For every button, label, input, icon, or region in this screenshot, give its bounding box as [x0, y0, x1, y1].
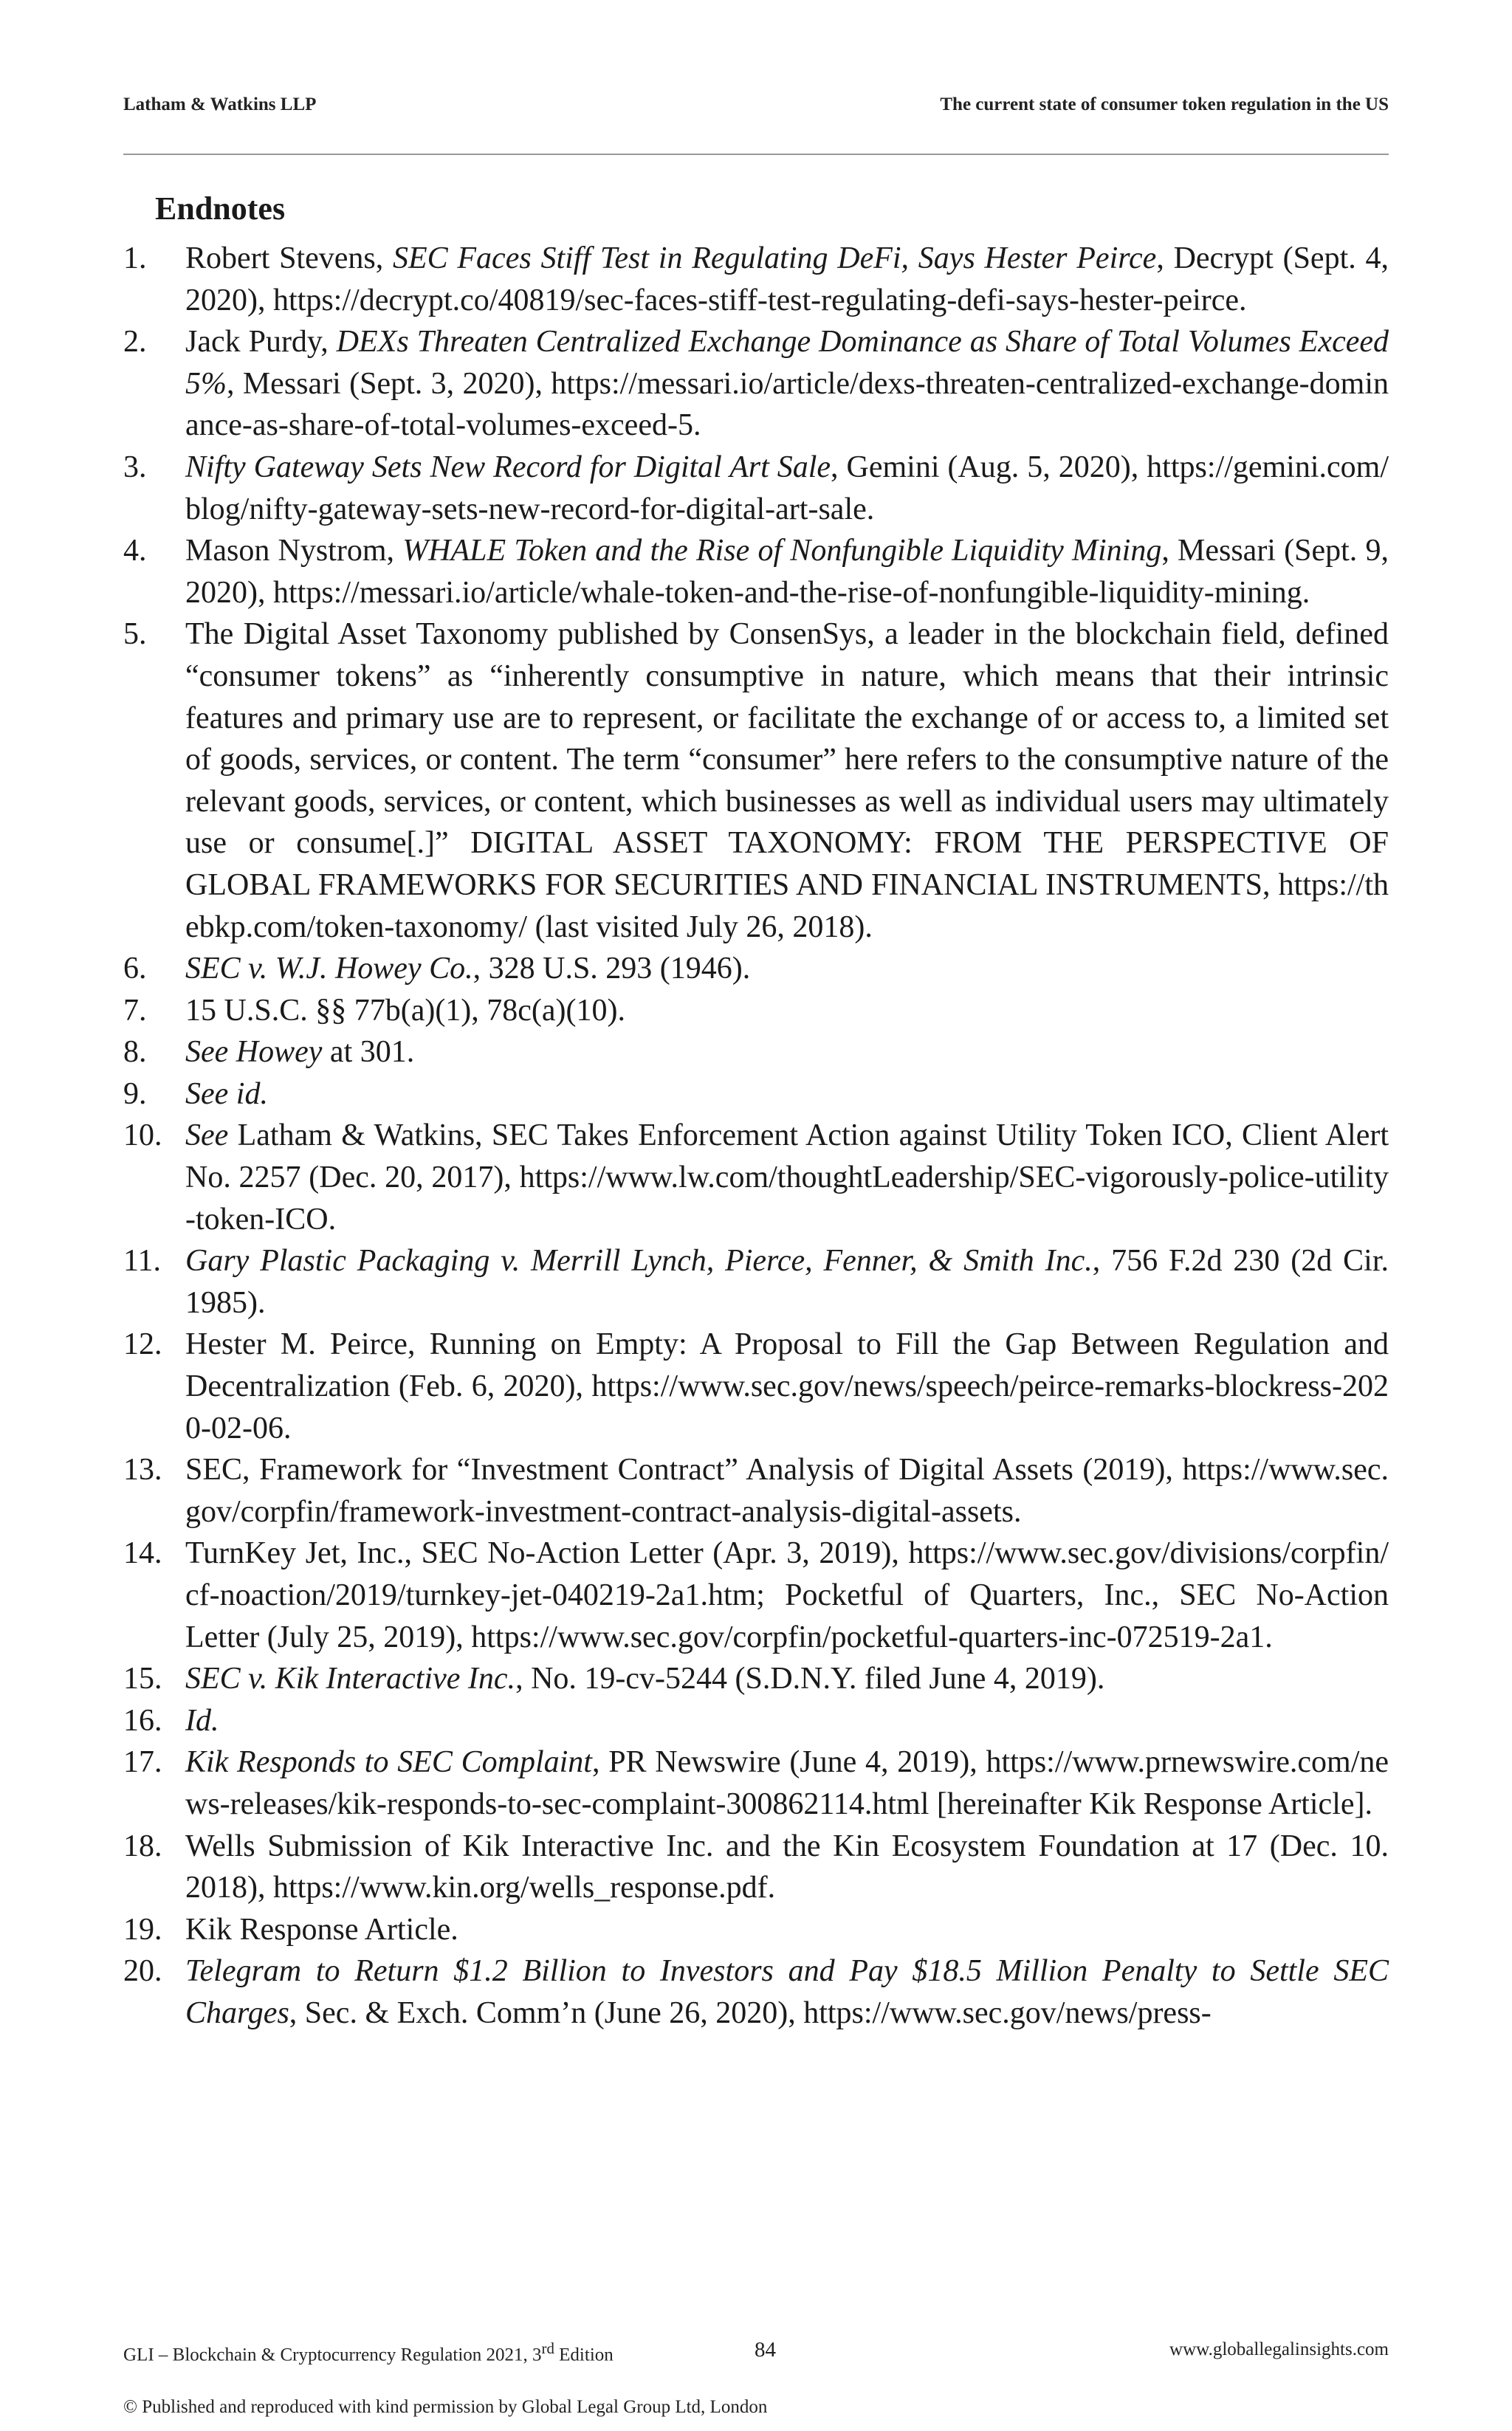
- endnote-item: [123, 1533, 1389, 1658]
- endnotes-heading: Endnotes: [155, 190, 286, 227]
- footer-edition-suffix: rd: [541, 2339, 554, 2357]
- endnote-url-link[interactable]: https://www.sec.gov/corpfin/framework-investment-contract-analysis-digital-assets: [185, 1453, 1389, 1529]
- endnote-item: [123, 1909, 1389, 1951]
- endnote-citation-title: Telegram to Return $1.2 Billion to Investors and Pay $18.5 Million Penalty to Settle SEC Charges: [185, 1954, 1389, 2030]
- endnote-number: 4 .: [123, 530, 147, 572]
- endnote-number: 20 .: [123, 1950, 162, 1992]
- endnote-item: [123, 1950, 1389, 2034]
- endnote-number: 13 .: [123, 1449, 162, 1491]
- endnote-item: [123, 530, 1389, 613]
- endnote-text: ; Pocketful of Quarters, Inc., SEC No-Action Letter (July 25, 2019), https://www.sec.gov/corpfin/pocketful-quarters-inc-072519-2a1.: [185, 1578, 1389, 1654]
- endnote-item: [123, 1073, 1389, 1115]
- endnote-citation-title: Nifty Gateway Sets New Record for Digital Art Sale: [185, 450, 831, 484]
- endnote-number: 18 .: [123, 1826, 162, 1868]
- endnote-item: [123, 321, 1389, 447]
- endnote-text: Mason Nystrom,: [185, 534, 403, 568]
- endnote-text: [hereinafter Kik Response Article].: [929, 1787, 1372, 1821]
- endnote-number: 17 .: [123, 1741, 162, 1784]
- footer-publication: [123, 2339, 614, 2365]
- endnote-url-link[interactable]: https://www.sec.gov/divisions/corpfin/cf-noaction/2019/turnkey-jet-040219-2a1.htm: [185, 1536, 1389, 1612]
- endnote-text: , 756 F.2d 230 (2d Cir. 1985).: [185, 1244, 1389, 1320]
- copyright-notice: © Published and reproduced with kind permission by Global Legal Group Ltd, London: [123, 2397, 768, 2417]
- header-divider: [123, 154, 1389, 155]
- endnote-text: at 301.: [322, 1035, 415, 1070]
- endnote-text: , Gemini (Aug. 5, 2020),: [831, 450, 1147, 484]
- endnote-item: [123, 1449, 1389, 1533]
- endnote-citation-title: SEC Faces Stiff Test in Regulating DeFi, Says Hester Peirce: [392, 241, 1157, 275]
- endnote-url-link[interactable]: https://thebkp.com/token-taxonomy/: [185, 867, 1389, 944]
- endnote-text: Kik Response Article.: [185, 1912, 458, 1947]
- endnote-item: [123, 1826, 1389, 1909]
- endnote-item: [123, 1741, 1389, 1825]
- endnote-text: , Sec. & Exch. Comm’n (June 26, 2020),: [289, 1995, 804, 2030]
- endnote-url-link[interactable]: https://www.kin.org/wells_response.pdf: [273, 1871, 768, 1905]
- endnote-text: Latham & Watkins, SEC Takes Enforcement Action against Utility Token ICO, Client Alert No. 2257 (Dec. 20, 2017),: [185, 1118, 1389, 1195]
- endnote-citation-title: See: [185, 1118, 229, 1153]
- endnote-citation-title: See Howey: [185, 1035, 323, 1070]
- endnote-number: 12 .: [123, 1324, 162, 1366]
- endnote-number: 11 .: [123, 1240, 161, 1282]
- endnote-number: 3 .: [123, 447, 147, 489]
- endnote-text: Robert Stevens,: [185, 241, 393, 275]
- endnote-url-link[interactable]: https://messari.io/article/dexs-threaten-centralized-exchange-dominance-as-share-of-total-volumes-exceed-5: [185, 366, 1389, 443]
- endnote-item: [123, 238, 1389, 321]
- endnote-text: Wells Submission of Kik Interactive Inc. and the Kin Ecosystem Foundation at 17 (Dec. 10. 2018),: [185, 1829, 1389, 1905]
- endnote-url-link[interactable]: https://www.sec.gov/news/press-: [803, 1995, 1212, 2030]
- endnote-text: 15 U.S.C. §§ 77b(a)(1), 78c(a)(10).: [185, 993, 626, 1028]
- endnote-citation-title: DEXs Threaten Centralized Exchange Dominance as Share of Total Volumes Exceed 5%: [185, 325, 1389, 401]
- endnote-text: .: [1013, 1494, 1022, 1529]
- endnote-number: 2 .: [123, 321, 147, 363]
- endnote-text: (last visited July 26, 2018).: [527, 910, 873, 944]
- endnote-url-link[interactable]: https://decrypt.co/40819/sec-faces-stiff-test-regulating-defi-says-hester-peirce: [273, 283, 1240, 317]
- running-header: [123, 94, 1389, 115]
- endnote-url-link[interactable]: https://www.lw.com/thoughtLeadership/SEC-vigorously-police-utility-token-ICO: [185, 1161, 1389, 1237]
- endnote-url-link[interactable]: https://www.sec.gov/news/speech/peirce-remarks-blockress-2020-02-06: [185, 1369, 1389, 1445]
- endnote-item: [123, 1115, 1389, 1240]
- endnote-citation-title: SEC v. W.J. Howey Co.: [185, 952, 473, 986]
- endnote-text: , PR Newswire (June 4, 2019),: [591, 1745, 986, 1780]
- page-number: 84: [755, 2338, 776, 2362]
- endnote-number: 15 .: [123, 1658, 162, 1700]
- endnote-item: [123, 1700, 1389, 1742]
- endnote-text: .: [328, 1202, 337, 1237]
- endnote-text: Jack Purdy,: [185, 325, 337, 360]
- endnote-text: , No. 19-cv-5244 (S.D.N.Y. filed June 4, 2019).: [515, 1662, 1105, 1696]
- endnote-number: 7 .: [123, 990, 147, 1032]
- endnote-text: The Digital Asset Taxonomy published by ConsenSys, a leader in the blockchain field, defined “consumer tokens” as “inherently consumptive in nature, which means that their intrinsic features and primary use are to represent, or facilitate the exchange of or access to, a limited set of goods, services, or content. The term “consumer” here refers to the consumptive nature of the relevant goods, services, or content, which businesses as well as individual users may ultimately use or consume[.]” DIGITAL ASSET TAXONOMY: FROM THE PERSPECTIVE OF GLOBAL FRAMEWORKS FOR SECURITIES AND FINANCIAL INSTRUMENTS,: [185, 617, 1389, 902]
- endnote-item: [123, 447, 1389, 530]
- footer-edition-word: Edition: [554, 2345, 614, 2365]
- endnote-text: .: [866, 492, 875, 526]
- endnote-item: [123, 1031, 1389, 1073]
- endnote-text: , Messari (Sept. 3, 2020),: [227, 366, 551, 401]
- footer-publication-title: GLI – Blockchain & Cryptocurrency Regulation 2021, 3: [123, 2345, 542, 2365]
- endnote-text: .: [1239, 283, 1247, 317]
- header-chapter-title: The current state of consumer token regulation in the US: [940, 94, 1389, 114]
- endnote-item: [123, 990, 1389, 1032]
- endnote-text: .: [283, 1411, 292, 1445]
- endnote-number: 10 .: [123, 1115, 162, 1157]
- endnote-number: 1 .: [123, 238, 147, 280]
- endnote-text: Hester M. Peirce, Running on Empty: A Proposal to Fill the Gap Between Regulation and Decentralization (Feb. 6, 2020),: [185, 1327, 1389, 1404]
- endnote-item: [123, 613, 1389, 948]
- endnote-item: [123, 1324, 1389, 1449]
- endnote-text: , Decrypt (Sept. 4, 2020),: [185, 241, 1389, 317]
- footer-website[interactable]: www.globallegalinsights.com: [1169, 2339, 1389, 2359]
- endnote-number: 6 .: [123, 948, 147, 990]
- endnote-url-link[interactable]: https://www.prnewswire.com/news-releases/kik-responds-to-sec-complaint-300862114.html: [185, 1745, 1389, 1821]
- endnote-number: 8 .: [123, 1031, 147, 1073]
- endnote-citation-title: See id.: [185, 1076, 268, 1111]
- endnote-item: [123, 1658, 1389, 1700]
- endnote-text: .: [1302, 575, 1310, 610]
- endnote-item: [123, 1240, 1389, 1324]
- endnote-text: TurnKey Jet, Inc., SEC No-Action Letter (Apr. 3, 2019),: [185, 1536, 909, 1571]
- endnotes-list: [123, 238, 1389, 2035]
- endnote-citation-title: Gary Plastic Packaging v. Merrill Lynch, Pierce, Fenner, & Smith Inc.: [185, 1244, 1093, 1279]
- endnote-url-link[interactable]: https://gemini.com/blog/nifty-gateway-sets-new-record-for-digital-art-sale: [185, 450, 1389, 526]
- header-firm: Latham & Watkins LLP: [123, 94, 317, 114]
- endnote-number: 14 .: [123, 1533, 162, 1575]
- endnote-text: .: [693, 408, 701, 443]
- endnote-number: 19 .: [123, 1909, 162, 1951]
- endnote-text: , 328 U.S. 293 (1946).: [472, 952, 751, 986]
- endnote-number: 5 .: [123, 613, 147, 656]
- endnote-citation-title: WHALE Token and the Rise of Nonfungible Liquidity Mining: [402, 534, 1162, 568]
- endnote-item: [123, 948, 1389, 990]
- endnote-url-link[interactable]: https://messari.io/article/whale-token-and-the-rise-of-nonfungible-liquidity-mining: [273, 575, 1302, 610]
- endnote-citation-title: SEC v. Kik Interactive Inc.: [185, 1662, 516, 1696]
- endnote-number: 9 .: [123, 1073, 147, 1115]
- endnote-number: 16 .: [123, 1700, 162, 1742]
- endnote-text: SEC, Framework for “Investment Contract” Analysis of Digital Assets (2019),: [185, 1453, 1183, 1488]
- endnote-citation-title: Kik Responds to SEC Complaint: [185, 1745, 592, 1780]
- endnote-text: , Messari (Sept. 9, 2020),: [185, 534, 1389, 610]
- endnote-text: .: [767, 1871, 776, 1905]
- endnote-citation-title: Id.: [185, 1703, 219, 1738]
